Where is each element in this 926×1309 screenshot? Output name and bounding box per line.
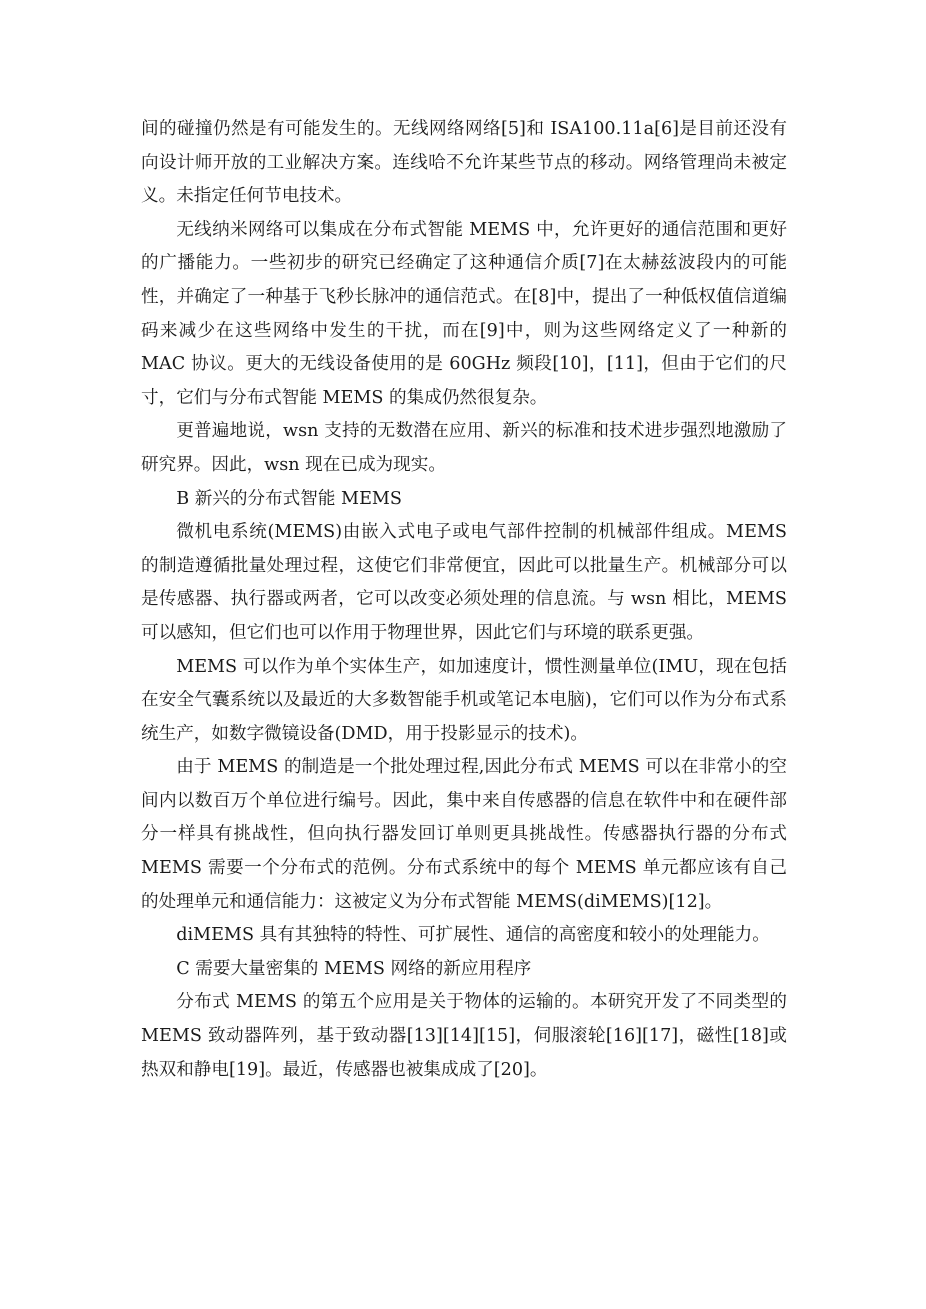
paragraph-mems-distributed: 由于 MEMS 的制造是一个批处理过程,因此分布式 MEMS 可以在非常小的空间内以数百万个单位进行编号。因此，集中来自传感器的信息在软件中和在硬件部分一样具有挑战性，但向执行器发回订单则更具挑战性。传感器执行器的分布式 MEMS 需要一个分布式的范例。分布式系统中的每个 MEMS 单元都应该有自己的处理单元和通信能力：这被定义为分布式智能 MEMS(diMEMS)[12]。 bbox=[141, 757, 787, 912]
document-page bbox=[141, 113, 787, 1087]
paragraph-dimems: diMEMS 具有其独特的特性、可扩展性、通信的高密度和较小的处理能力。 bbox=[176, 925, 770, 946]
paragraph-continuation: 间的碰撞仍然是有可能发生的。无线网络网络[5]和 ISA100.11a[6]是目前还没有向设计师开放的工业解决方案。连线哈不允许某些节点的移动。网络管理尚未被定义。未指定任何节电技术。 bbox=[141, 119, 787, 207]
paragraph-transport: 分布式 MEMS 的第五个应用是关于物体的运输的。本研究开发了不同类型的 MEMS 致动器阵列，基于致动器[13][14][15]，伺服滚轮[16][17]，磁性[18]或热双和静电[19]。最近，传感器也被集成成了[20]。 bbox=[141, 992, 787, 1080]
paragraph-mems-definition: 微机电系统(MEMS)由嵌入式电子或电气部件控制的机械部件组成。MEMS 的制造遵循批量处理过程，这使它们非常便宜，因此可以批量生产。机械部分可以是传感器、执行器或两者，它可以改变必须处理的信息流。与 wsn 相比，MEMS 可以感知，但它们也可以作用于物理世界，因此它们与环境的联系更强。 bbox=[141, 522, 787, 643]
paragraph-wsn: 更普遍地说，wsn 支持的无数潜在应用、新兴的标准和技术进步强烈地激励了研究界。因此，wsn 现在已成为现实。 bbox=[141, 421, 787, 475]
paragraph-mems-single-entity: MEMS 可以作为单个实体生产，如加速度计，惯性测量单位(IMU，现在包括在安全气囊系统以及最近的大多数智能手机或笔记本电脑)，它们可以作为分布式系统生产，如数字微镜设备(DMD，用于投影显示的技术)。 bbox=[141, 656, 787, 744]
section-heading-c: C 需要大量密集的 MEMS 网络的新应用程序 bbox=[176, 958, 532, 979]
section-heading-b: B 新兴的分布式智能 MEMS bbox=[176, 488, 402, 509]
paragraph-nano-network: 无线纳米网络可以集成在分布式智能 MEMS 中，允许更好的通信范围和更好的广播能力。一些初步的研究已经确定了这种通信介质[7]在太赫兹波段内的可能性，并确定了一种基于飞秒长脉冲的通信范式。在[8]中，提出了一种低权值信道编码来减少在这些网络中发生的干扰，而在[9]中，则为这些网络定义了一种新的 MAC 协议。更大的无线设备使用的是 60GHz 频段[10]，[11]，但由于它们的尺寸，它们与分布式智能 MEMS 的集成仍然很复杂。 bbox=[141, 219, 787, 408]
